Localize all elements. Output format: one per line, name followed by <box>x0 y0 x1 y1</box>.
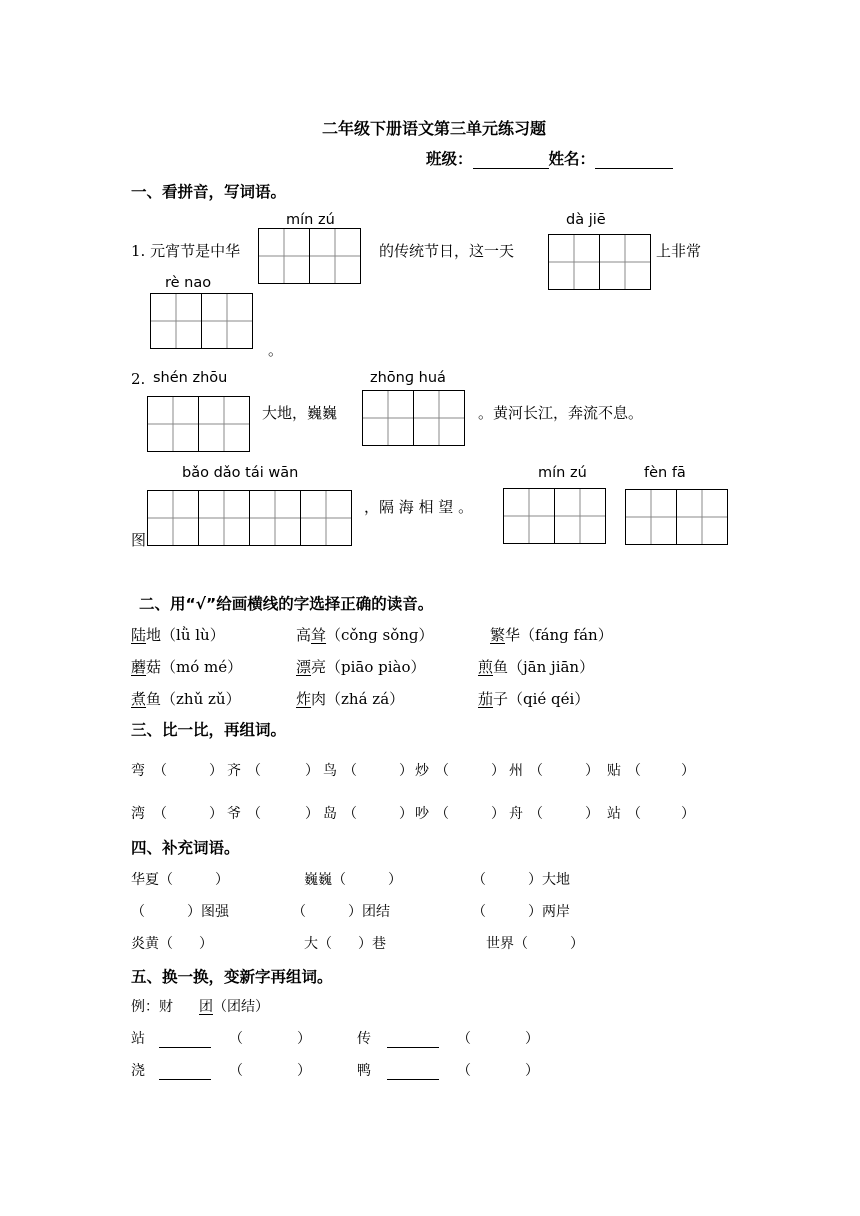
pinyin-minzu-2: mín zú <box>538 465 587 481</box>
idiom-item[interactable]: （ ）图强 <box>131 904 229 920</box>
compare-char: 鸟 <box>323 763 337 779</box>
page-title: 二年级下册语文第三单元练习题 <box>322 119 547 138</box>
swap-char: 传 <box>357 1031 371 1047</box>
section4-heading: 四、补充词语。 <box>131 839 240 857</box>
reading-item[interactable]: 繁华（fánɡ fán） <box>490 626 613 644</box>
compare-char: 州 <box>509 763 523 779</box>
q2-text-b: 。黄河长江，奔流不息。 <box>478 404 644 422</box>
writing-cell[interactable] <box>676 489 728 545</box>
compare-char: 齐 <box>227 763 241 779</box>
compare-char: 贴 <box>607 763 621 779</box>
grid-minzu-2[interactable] <box>503 488 606 544</box>
q1-line <box>131 240 240 261</box>
compare-char: 炒 <box>415 763 429 779</box>
idiom-item[interactable]: 华夏（ ） <box>131 872 229 888</box>
idiom-item[interactable]: 炎黄（ ） <box>131 936 213 952</box>
writing-cell[interactable] <box>147 396 199 452</box>
writing-cell[interactable] <box>309 228 361 284</box>
pinyin-baodaotaiwan: bǎo dǎo tái wān <box>182 465 299 481</box>
writing-cell[interactable] <box>150 293 202 349</box>
q1-text-a: 元宵节是中华 <box>150 242 241 260</box>
swap-char: 鸭 <box>357 1063 371 1079</box>
class-field <box>426 147 673 169</box>
swap-item[interactable]: 浇 （ ） <box>131 1063 311 1079</box>
idiom-item[interactable]: 世界（ ） <box>486 936 584 952</box>
reading-item[interactable]: 炸肉（zhá zá） <box>296 690 405 708</box>
reading-item[interactable]: 煎鱼（jān jiān） <box>478 658 595 676</box>
compare-char: 爷 <box>227 806 241 822</box>
section3-heading: 三、比一比，再组词。 <box>131 721 287 739</box>
example-char: 团 <box>199 999 213 1015</box>
compare-char: 岛 <box>323 806 337 822</box>
idiom-item[interactable]: （ ）两岸 <box>472 904 570 920</box>
q1-text-c: 上非常 <box>656 242 702 260</box>
writing-cell[interactable] <box>625 489 677 545</box>
swap-item[interactable]: 站 （ ） <box>131 1031 311 1047</box>
reading-item[interactable]: 陆地（lǜ lù） <box>131 626 225 644</box>
writing-cell[interactable] <box>198 396 250 452</box>
writing-cell[interactable] <box>147 490 199 546</box>
idiom-item[interactable]: 大（ ）巷 <box>304 936 386 952</box>
writing-cell[interactable] <box>362 390 414 446</box>
name-label: 姓名： <box>548 150 596 168</box>
writing-cell[interactable] <box>258 228 310 284</box>
reading-item[interactable]: 漂亮（piāo piào） <box>296 658 426 676</box>
q2-number: 2. <box>131 370 146 388</box>
q2-tu: 图 <box>131 531 147 549</box>
grid-zhonghua[interactable] <box>362 390 465 446</box>
swap-char: 站 <box>131 1031 145 1047</box>
idiom-item[interactable]: 巍巍（ ） <box>304 872 402 888</box>
writing-cell[interactable] <box>554 488 606 544</box>
writing-cell[interactable] <box>413 390 465 446</box>
idiom-item[interactable]: （ ）团结 <box>292 904 390 920</box>
writing-cell[interactable] <box>249 490 301 546</box>
pinyin-dajie: dà jiē <box>566 212 606 228</box>
pinyin-minzu: mín zú <box>286 212 335 228</box>
writing-cell[interactable] <box>300 490 352 546</box>
swap-char: 浇 <box>131 1063 145 1079</box>
q2-text-c: ，隔 海 相 望 。 <box>364 498 474 516</box>
name-blank[interactable] <box>595 152 673 169</box>
class-label: 班级： <box>426 150 473 168</box>
pinyin-fenfa: fèn fā <box>644 465 686 481</box>
pinyin-zhonghua: zhōnɡ huá <box>370 370 446 386</box>
idiom-item[interactable]: （ ）大地 <box>472 872 570 888</box>
example-label: 例：财 <box>131 999 173 1015</box>
grid-renao[interactable] <box>150 293 253 349</box>
grid-dajie[interactable] <box>548 234 651 290</box>
grid-baodaotaiwan[interactable] <box>147 490 352 546</box>
example-line <box>131 996 269 1016</box>
q1-end: 。 <box>268 341 284 359</box>
grid-fenfa[interactable] <box>625 489 728 545</box>
compare-char: 舟 <box>509 806 523 822</box>
example-word: （团结） <box>213 999 269 1015</box>
grid-minzu[interactable] <box>258 228 361 284</box>
reading-item[interactable]: 茄子（qié qéi） <box>478 690 590 708</box>
reading-item[interactable]: 高耸（cǒnɡ sǒnɡ） <box>296 626 434 644</box>
writing-cell[interactable] <box>198 490 250 546</box>
class-blank[interactable] <box>473 152 549 169</box>
grid-shenzhou[interactable] <box>147 396 250 452</box>
reading-item[interactable]: 蘑菇（mó mé） <box>131 658 243 676</box>
section2-heading: 二、用“√”给画横线的字选择正确的读音。 <box>139 595 434 613</box>
reading-item[interactable]: 煮鱼（zhǔ zǔ） <box>131 690 241 708</box>
compare-char: 吵 <box>415 806 429 822</box>
section1-heading: 一、看拼音，写词语。 <box>131 183 287 201</box>
writing-cell[interactable] <box>503 488 555 544</box>
q2-text-a: 大地，巍巍 <box>262 404 338 422</box>
compare-char: 湾 <box>131 806 145 822</box>
pinyin-shenzhou: shén zhōu <box>153 370 228 386</box>
compare-char: 弯 <box>131 763 145 779</box>
compare-char: 站 <box>607 806 621 822</box>
q1-number: 1. <box>131 242 146 260</box>
swap-item[interactable]: 鸭 （ ） <box>357 1063 539 1079</box>
writing-cell[interactable] <box>201 293 253 349</box>
writing-cell[interactable] <box>548 234 600 290</box>
swap-item[interactable]: 传 （ ） <box>357 1031 539 1047</box>
section5-heading: 五、换一换，变新字再组词。 <box>131 968 333 986</box>
writing-cell[interactable] <box>599 234 651 290</box>
pinyin-renao: rè nao <box>165 275 212 291</box>
q1-text-b: 的传统节日，这一天 <box>379 242 515 260</box>
